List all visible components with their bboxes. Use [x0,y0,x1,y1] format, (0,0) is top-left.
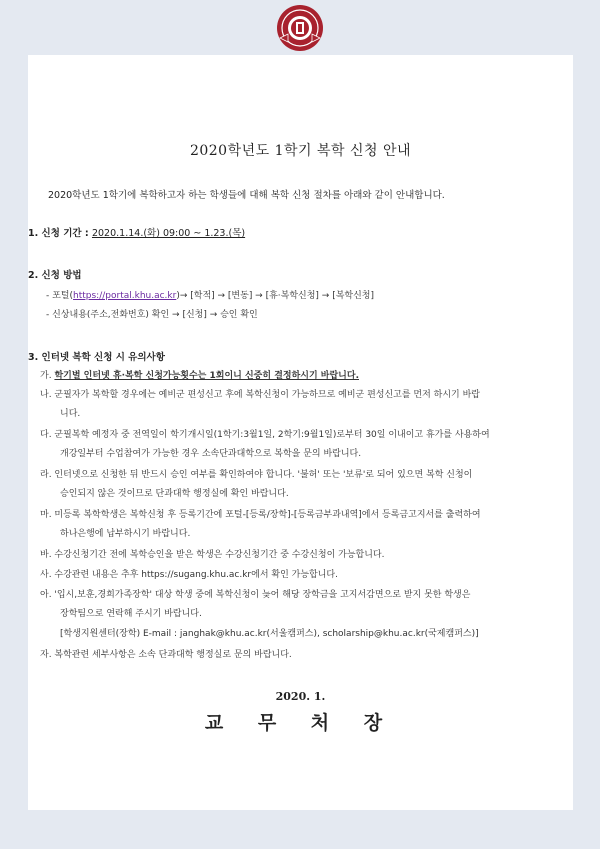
document-title: 2020학년도 1학기 복학 신청 안내 [189,143,412,159]
method-line-portal-prefix: - 포털( [46,291,74,301]
note-ga-marker: 가. [40,371,52,381]
note-ga [40,368,359,381]
section-method-title: 2. 신청 방법 [28,270,82,281]
note-ra-line1: 라. 인터넷으로 신청한 뒤 반드시 승인 여부를 확인하여야 합니다. '불허' 또는 '보류'로 되어 있으면 복학 신청이 [40,470,473,480]
method-line-confirm: - 신상내용(주소,전화번호) 확인 → [신청] → 승인 확인 [46,310,258,320]
method-line-portal-path: )→ [학적] → [변동] → [휴·복학신청] → [복학신청] [176,291,375,301]
note-ja: 자. 복학관련 세부사항은 소속 단과대학 행정실로 문의 바랍니다. [40,650,292,660]
document-page [28,55,573,810]
portal-link[interactable]: https://portal.khu.ac.kr [73,291,177,301]
signer-title: 교 무 처 장 [204,712,397,734]
note-a-line1: 아. '입시,보훈,경희가족장학' 대상 학생 중에 복학신청이 늦어 해당 장학금을 고지서감면으로 받지 못한 학생은 [40,590,471,600]
intro-text: 2020학년도 1학기에 복학하고자 하는 학생들에 대해 복학 신청 절차를 아래와 같이 안내합니다. [48,190,445,201]
issue-date: 2020. 1. [275,690,326,703]
note-na-line2: 니다. [60,409,81,419]
section-period [28,225,245,239]
note-na-line1: 나. 군필자가 복학할 경우에는 예비군 편성신고 후에 복학신청이 가능하므로 예비군 편성신고를 먼저 하시기 바랍 [40,390,480,400]
note-ma-line1: 마. 미등록 복학학생은 복학신청 후 등록기간에 포털-[등록/장학]-[등록금부과내역]에서 등록금고지서를 출력하여 [40,510,481,520]
method-line-portal [46,288,374,301]
note-ga-text: 학기별 인터넷 휴·복학 신청가능횟수는 1회이니 신중히 결정하시기 바랍니다. [54,371,359,381]
note-a-contact: [학생지원센터(장학) E-mail : janghak@khu.ac.kr(서울캠퍼스), scholarship@khu.ac.kr(국제캠퍼스)] [60,629,479,639]
note-ma-line2: 하나은행에 납부하시기 바랍니다. [60,529,191,539]
section-period-label: 1. 신청 기간 : [28,228,89,239]
note-ra-line2: 승인되지 않은 것이므로 단과대학 행정실에 확인 바랍니다. [60,489,289,499]
note-sa: 사. 수강관련 내용은 추후 https://sugang.khu.ac.kr에서 확인 가능합니다. [40,570,338,580]
section-period-value: 2020.1.14.(화) 09:00 ~ 1.23.(목) [91,228,246,239]
note-da-line2: 개강일부터 수업참여가 가능한 경우 소속단과대학으로 복학을 문의 바랍니다. [60,449,362,459]
university-seal-icon [276,4,324,52]
section-notes-title: 3. 인터넷 복학 신청 시 유의사항 [28,352,165,363]
note-da-line1: 다. 군필복학 예정자 중 전역일이 학기개시일(1학기:3월1일, 2학기:9월1일)로부터 30일 이내이고 휴가를 사용하여 [40,430,490,440]
note-ba: 바. 수강신청기간 전에 복학승인을 받은 학생은 수강신청기간 중 수강신청이 가능합니다. [40,550,385,560]
note-a-line2: 장학팀으로 연락해 주시기 바랍니다. [60,609,202,619]
